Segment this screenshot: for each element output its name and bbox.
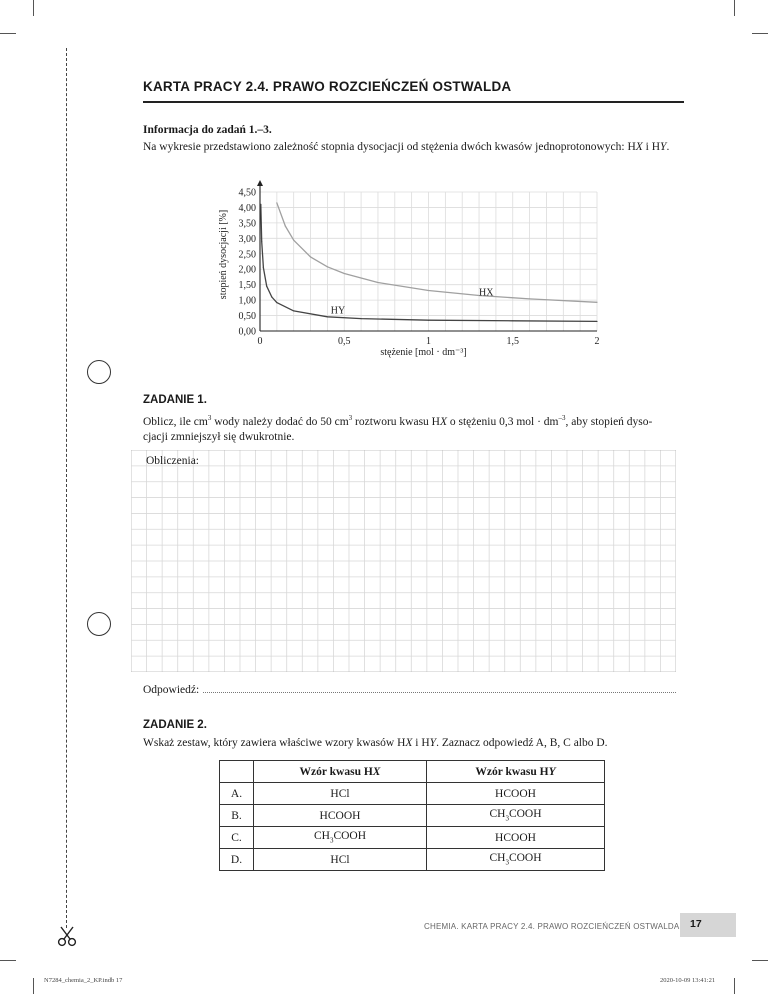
x-tick-label: 0 (257, 336, 263, 347)
hy-formula: $CH_3COOH$ (427, 805, 605, 827)
table-row[interactable] (220, 783, 605, 805)
data-point-hy (327, 316, 328, 317)
option-letter[interactable]: B. (220, 805, 254, 827)
hy-formula: $CH_3COOH$ (427, 849, 605, 871)
y-tick-label: 0,00 (238, 326, 256, 338)
y-tick-label: 3,00 (238, 233, 256, 245)
file-slug: N7284_chemia_2_KP.indb 17 (44, 977, 123, 984)
punch-hole (87, 360, 111, 384)
series-label-hx: HX (479, 287, 494, 299)
crop-mark (734, 0, 735, 16)
data-point-hx (344, 273, 345, 274)
task2-text: Wskaż zestaw, który zawiera właściwe wzory kwasów HX i HY. Zaznacz odpowiedź A, B, C albo D. (143, 737, 608, 749)
option-letter[interactable]: C. (220, 827, 254, 849)
data-point-hy (428, 320, 429, 321)
hx-formula: HCl (254, 783, 427, 805)
hx-formula: HCl (254, 849, 427, 871)
calculation-grid[interactable] (131, 450, 676, 672)
table-header-hx: Wzór kwasu HX (254, 761, 427, 783)
page-number: 17 (690, 918, 702, 930)
data-point-hy (293, 310, 294, 311)
crop-mark (752, 960, 768, 961)
x-tick-label: 2 (594, 336, 600, 347)
table-row[interactable] (220, 849, 605, 871)
x-tick-label: 1,5 (506, 336, 519, 347)
page-number-box (680, 913, 736, 937)
y-tick-label: 0,50 (238, 311, 256, 323)
dissociation-chart (210, 180, 620, 362)
table-header-empty (220, 761, 254, 783)
answer-line[interactable] (143, 683, 676, 696)
table-header-row (220, 761, 605, 783)
data-point-hy (361, 318, 362, 319)
crop-mark (734, 978, 735, 994)
cut-line (66, 48, 67, 928)
y-axis-label: stopień dysocjacji [%] (218, 209, 229, 300)
punch-hole (87, 612, 111, 636)
x-tick-label: 1 (426, 336, 431, 347)
x-tick-label: 0,5 (338, 336, 351, 347)
data-point-hy (276, 302, 277, 303)
y-tick-label: 3,50 (238, 218, 256, 230)
y-tick-label: 2,50 (238, 249, 256, 261)
data-point-hx (285, 225, 286, 226)
x-axis-label: stężenie [mol · dm⁻³] (380, 347, 467, 358)
hy-formula: HCOOH (427, 783, 605, 805)
data-point-hy (266, 286, 267, 287)
option-letter[interactable]: D. (220, 849, 254, 871)
y-tick-label: 2,00 (238, 264, 256, 276)
info-heading: Informacja do zadań 1.–3. (143, 124, 272, 136)
data-point-hy (261, 241, 262, 242)
y-tick-label: 4,50 (238, 187, 256, 199)
table-row[interactable] (220, 827, 605, 849)
table-row[interactable] (220, 805, 605, 827)
data-point-hy (263, 267, 264, 268)
data-point-hx (276, 202, 277, 203)
answer-table (219, 760, 605, 871)
running-title: CHEMIA. KARTA PRACY 2.4. PRAWO ROZCIEŃCZEŃ OSTWALDA (424, 922, 680, 931)
y-tick-label: 1,00 (238, 295, 256, 307)
data-point-hx (377, 282, 378, 283)
series-line-hx (277, 203, 597, 302)
y-tick-label: 4,00 (238, 202, 256, 214)
data-point-hx (596, 302, 597, 303)
data-point-hy (596, 321, 597, 322)
page-title: KARTA PRACY 2.4. PRAWO ROZCIEŃCZEŃ OSTWALDA (143, 79, 512, 94)
hx-formula: HCOOH (254, 805, 427, 827)
crop-mark (33, 978, 34, 994)
data-point-hx (327, 266, 328, 267)
data-point-hx (529, 298, 530, 299)
table-header-hy: Wzór kwasu HY (427, 761, 605, 783)
task2-heading: ZADANIE 2. (143, 719, 207, 731)
option-letter[interactable]: A. (220, 783, 254, 805)
data-point-hy (271, 296, 272, 297)
y-axis-arrow (257, 180, 263, 186)
task1-text: Oblicz, ile $cm^3$ wody należy dodać do 50 $cm^3$ roztworu kwasu HX o stężeniu 0,3 mol · $dm^{-3}$, aby stopień dyso- cjacji zmniejszył się dwukrotnie. (143, 414, 653, 444)
crop-mark (0, 960, 16, 961)
task1-heading: ZADANIE 1. (143, 394, 207, 406)
calc-label: Obliczenia: (146, 455, 200, 467)
data-point-hx (310, 256, 311, 257)
title-rule (143, 101, 684, 103)
crop-mark (0, 33, 16, 34)
answer-label: Odpowiedź: (143, 684, 200, 696)
data-point-hy (512, 320, 513, 321)
y-tick-label: 1,50 (238, 280, 256, 292)
crop-mark (33, 0, 34, 16)
data-point-hy (260, 204, 261, 205)
hx-formula: $CH_3COOH$ (254, 827, 427, 849)
info-text: Na wykresie przedstawiono zależność stopnia dysocjacji od stężenia dwóch kwasów jednoprotonowych: HX i HY. (143, 141, 670, 153)
timestamp-slug: 2020-10-09 13:41:21 (660, 977, 716, 984)
crop-mark (752, 33, 768, 34)
series-label-hy: HY (330, 305, 346, 317)
hy-formula: HCOOH (427, 827, 605, 849)
data-point-hx (428, 290, 429, 291)
answer-dots[interactable] (203, 683, 676, 693)
scissors-icon (57, 925, 77, 947)
data-point-hx (293, 240, 294, 241)
